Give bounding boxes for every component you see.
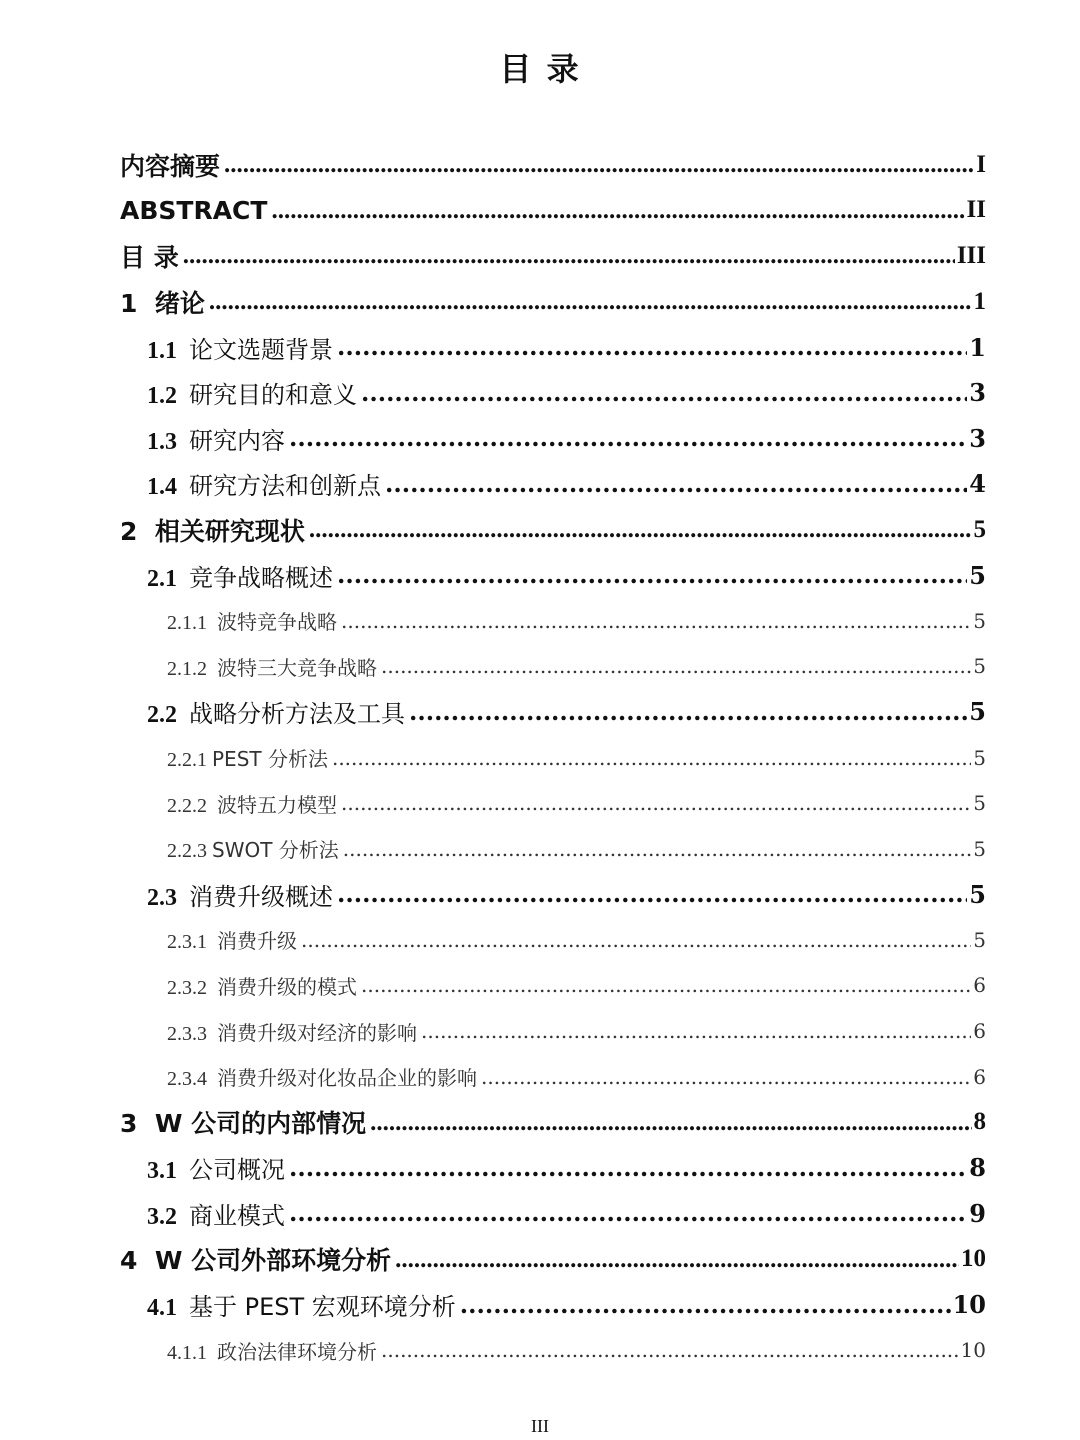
toc-entry-label	[120, 284, 209, 320]
toc-entry-page: 5	[969, 697, 986, 727]
toc-entry[interactable]	[120, 142, 986, 188]
toc-entry-title: 消费升级对化妆品企业的影响	[217, 1066, 477, 1091]
toc-entry-page: 5	[973, 927, 986, 952]
toc-entry-number: 4	[120, 1246, 138, 1276]
toc-entry-label	[167, 1017, 421, 1046]
toc-entry[interactable]	[120, 735, 986, 781]
toc-entry-number: 2.3.2	[167, 976, 207, 999]
toc-entry-title: 消费升级概述	[189, 882, 333, 911]
dot-leader	[289, 1201, 967, 1225]
toc-entry[interactable]	[120, 780, 986, 826]
dot-leader	[183, 243, 955, 268]
dot-leader	[337, 563, 967, 587]
toc-entry-title: 政治法律环境分析	[217, 1339, 377, 1364]
toc-entry-label	[147, 466, 385, 501]
toc-entry-number: 3.1	[147, 1158, 177, 1185]
toc-entry-number: 2.1.1	[167, 612, 207, 635]
toc-entry-title: SWOT 分析法	[212, 838, 339, 863]
toc-entry-page: 5	[973, 791, 986, 816]
dot-leader	[395, 1247, 959, 1272]
toc-entry[interactable]	[120, 872, 986, 918]
toc-entry-label	[120, 512, 309, 548]
toc-entry-page: 5	[973, 608, 986, 633]
toc-entry[interactable]	[120, 324, 986, 370]
toc-entry-title: 战略分析方法及工具	[189, 700, 405, 729]
dot-leader	[381, 1340, 959, 1360]
dot-leader	[361, 975, 971, 995]
toc-entry[interactable]	[120, 826, 986, 872]
toc-entry-number: 2.3	[147, 884, 177, 911]
toc-entry-label	[147, 421, 289, 456]
dot-leader	[385, 472, 967, 496]
toc-entry-label	[120, 1104, 370, 1140]
toc-entry-title: 研究内容	[189, 426, 285, 455]
dot-leader	[421, 1021, 971, 1041]
toc-entry-title: PEST 分析法	[212, 747, 328, 772]
toc-entry[interactable]	[120, 1054, 986, 1100]
toc-entry-label	[147, 375, 361, 410]
dot-leader	[224, 152, 974, 177]
toc-entry-page: 10	[961, 1245, 986, 1273]
toc-entry-page: II	[966, 196, 986, 224]
toc-entry-number: 1.2	[147, 383, 177, 410]
toc-entry-page: 5	[973, 745, 986, 770]
toc-entry-title: 消费升级	[217, 929, 297, 954]
toc-entry-label	[120, 147, 224, 183]
dot-leader	[460, 1293, 951, 1317]
toc-entry[interactable]	[120, 552, 986, 598]
toc-entry-label	[147, 1287, 460, 1322]
toc-entry-page: 6	[973, 1064, 986, 1089]
toc-entry-label	[167, 971, 361, 1000]
toc-entry-page: 5	[969, 879, 986, 909]
toc-entry[interactable]	[120, 689, 986, 735]
dot-leader	[301, 930, 971, 950]
toc-entry-number: 2	[120, 516, 138, 546]
toc-entry-page: 6	[973, 1019, 986, 1044]
toc-entry-page: 9	[969, 1198, 986, 1228]
toc-entry-number: 4.1	[147, 1295, 177, 1322]
toc-entry-number: 1.1	[147, 337, 177, 364]
toc-entry-page: 5	[973, 836, 986, 861]
toc-entry-number: 2.2.1	[167, 749, 207, 772]
toc-entry-label	[147, 1150, 289, 1185]
toc-entry-title: 消费升级的模式	[217, 974, 357, 999]
toc-entry-title: 目 录	[120, 242, 179, 272]
toc-entry[interactable]	[120, 1236, 986, 1282]
dot-leader	[337, 882, 967, 906]
toc-entry-page: 5	[973, 515, 986, 543]
dot-leader	[337, 335, 967, 359]
dot-leader	[271, 198, 964, 223]
toc-entry-label	[147, 877, 337, 912]
toc-entry-label	[167, 925, 301, 954]
toc-entry-title: 内容摘要	[120, 151, 221, 181]
toc-entry-label	[167, 606, 341, 635]
toc-entry[interactable]	[120, 1145, 986, 1191]
toc-entry-label	[120, 238, 183, 274]
page-number: III	[531, 1416, 549, 1436]
toc-entry-page: 1	[969, 332, 986, 362]
toc-entry-title: 绪论	[154, 288, 205, 318]
dot-leader	[481, 1067, 971, 1087]
dot-leader	[289, 426, 967, 450]
toc-entry-title: 波特五力模型	[217, 792, 337, 817]
toc-entry-number: 2.1	[147, 565, 177, 592]
toc-entry-page: 3	[969, 378, 986, 408]
toc-entry-page: 5	[973, 654, 986, 679]
toc-entry-label	[167, 789, 341, 818]
toc-entry-label	[167, 834, 343, 863]
dot-leader	[309, 517, 972, 542]
toc-entry-page: 1	[973, 287, 986, 315]
toc-entry-label	[147, 1196, 289, 1231]
toc-entry-number: 2.2	[147, 702, 177, 729]
toc-entry-page: 10	[952, 1290, 986, 1320]
toc-entry[interactable]	[120, 507, 986, 553]
toc-entry-title: 商业模式	[189, 1201, 285, 1230]
toc-entry-title: 波特竞争战略	[217, 610, 337, 635]
toc-entry-page: 8	[973, 1108, 986, 1136]
toc-entry-page: I	[976, 150, 986, 178]
page-title: 目 录	[499, 50, 581, 88]
dot-leader	[332, 748, 971, 768]
toc-entry-title: 基于 PEST 宏观环境分析	[189, 1293, 456, 1322]
dot-leader	[341, 793, 971, 813]
toc-entry-number: 2.3.1	[167, 931, 207, 954]
toc-entry[interactable]	[120, 1099, 986, 1145]
toc-entry-number: 3	[120, 1109, 138, 1139]
toc-entry[interactable]	[120, 917, 986, 963]
toc-entry-number: 1.4	[147, 474, 177, 501]
toc-entry[interactable]	[120, 1191, 986, 1237]
toc-entry-title: 相关研究现状	[154, 516, 305, 546]
toc-entry-title: 研究目的和意义	[189, 381, 357, 410]
dot-leader	[381, 656, 971, 676]
toc-entry[interactable]	[120, 370, 986, 416]
toc-entry-title: ABSTRACT	[120, 195, 268, 225]
toc-entry-title: 竞争战略概述	[189, 563, 333, 592]
toc-entry[interactable]	[120, 644, 986, 690]
toc-entry-title: 论文选题背景	[189, 335, 333, 364]
toc-entry-page: 10	[960, 1338, 986, 1363]
toc-entry-label	[120, 1241, 395, 1277]
toc-entry-title: W 公司的内部情况	[154, 1109, 367, 1139]
dot-leader	[341, 611, 971, 631]
toc-entry-title: 波特三大竞争战略	[217, 655, 377, 680]
toc-entry-page: 3	[969, 423, 986, 453]
toc-entry-page: 5	[969, 560, 986, 590]
toc-entry-number: 1.3	[147, 428, 177, 455]
toc-entry-number: 1	[120, 288, 138, 318]
toc-entry-page: 6	[973, 973, 986, 998]
toc-entry-label	[167, 652, 381, 681]
toc-entry-label	[167, 1336, 381, 1365]
toc-entry-number: 3.2	[147, 1203, 177, 1230]
toc-entry-label	[120, 196, 271, 225]
toc-entry[interactable]	[120, 1327, 986, 1373]
toc-entry-number: 2.3.4	[167, 1068, 207, 1091]
toc-entry-label	[147, 330, 337, 365]
toc-entry-page: III	[956, 241, 986, 269]
dot-leader	[289, 1156, 967, 1180]
toc-entry-number: 2.3.3	[167, 1022, 207, 1045]
toc-entry-title: W 公司外部环境分析	[154, 1246, 392, 1276]
toc-entry[interactable]	[120, 461, 986, 507]
toc-entry-number: 2.2.2	[167, 794, 207, 817]
table-of-contents	[120, 142, 986, 1373]
toc-entry-page: 8	[969, 1153, 986, 1183]
toc-entry-title: 消费升级对经济的影响	[217, 1020, 417, 1045]
dot-leader	[209, 289, 972, 314]
toc-entry-number: 2.1.2	[167, 657, 207, 680]
dot-leader	[343, 839, 971, 859]
toc-entry-number: 4.1.1	[167, 1341, 207, 1364]
toc-entry-title: 公司概况	[189, 1156, 285, 1185]
toc-entry-label	[167, 1062, 481, 1091]
toc-entry-page: 4	[969, 469, 986, 499]
toc-entry[interactable]	[120, 233, 986, 279]
dot-leader	[361, 381, 967, 405]
toc-entry[interactable]	[120, 279, 986, 325]
toc-entry[interactable]	[120, 188, 986, 234]
toc-entry-label	[167, 743, 332, 772]
toc-entry[interactable]	[120, 598, 986, 644]
toc-entry-title: 研究方法和创新点	[189, 472, 381, 501]
toc-entry-label	[147, 558, 337, 593]
toc-entry[interactable]	[120, 963, 986, 1009]
dot-leader	[409, 700, 967, 724]
toc-entry[interactable]	[120, 416, 986, 462]
toc-entry-number: 2.2.3	[167, 840, 207, 863]
toc-entry[interactable]	[120, 1282, 986, 1328]
toc-entry-label	[147, 694, 409, 729]
toc-entry[interactable]	[120, 1008, 986, 1054]
dot-leader	[370, 1110, 971, 1135]
